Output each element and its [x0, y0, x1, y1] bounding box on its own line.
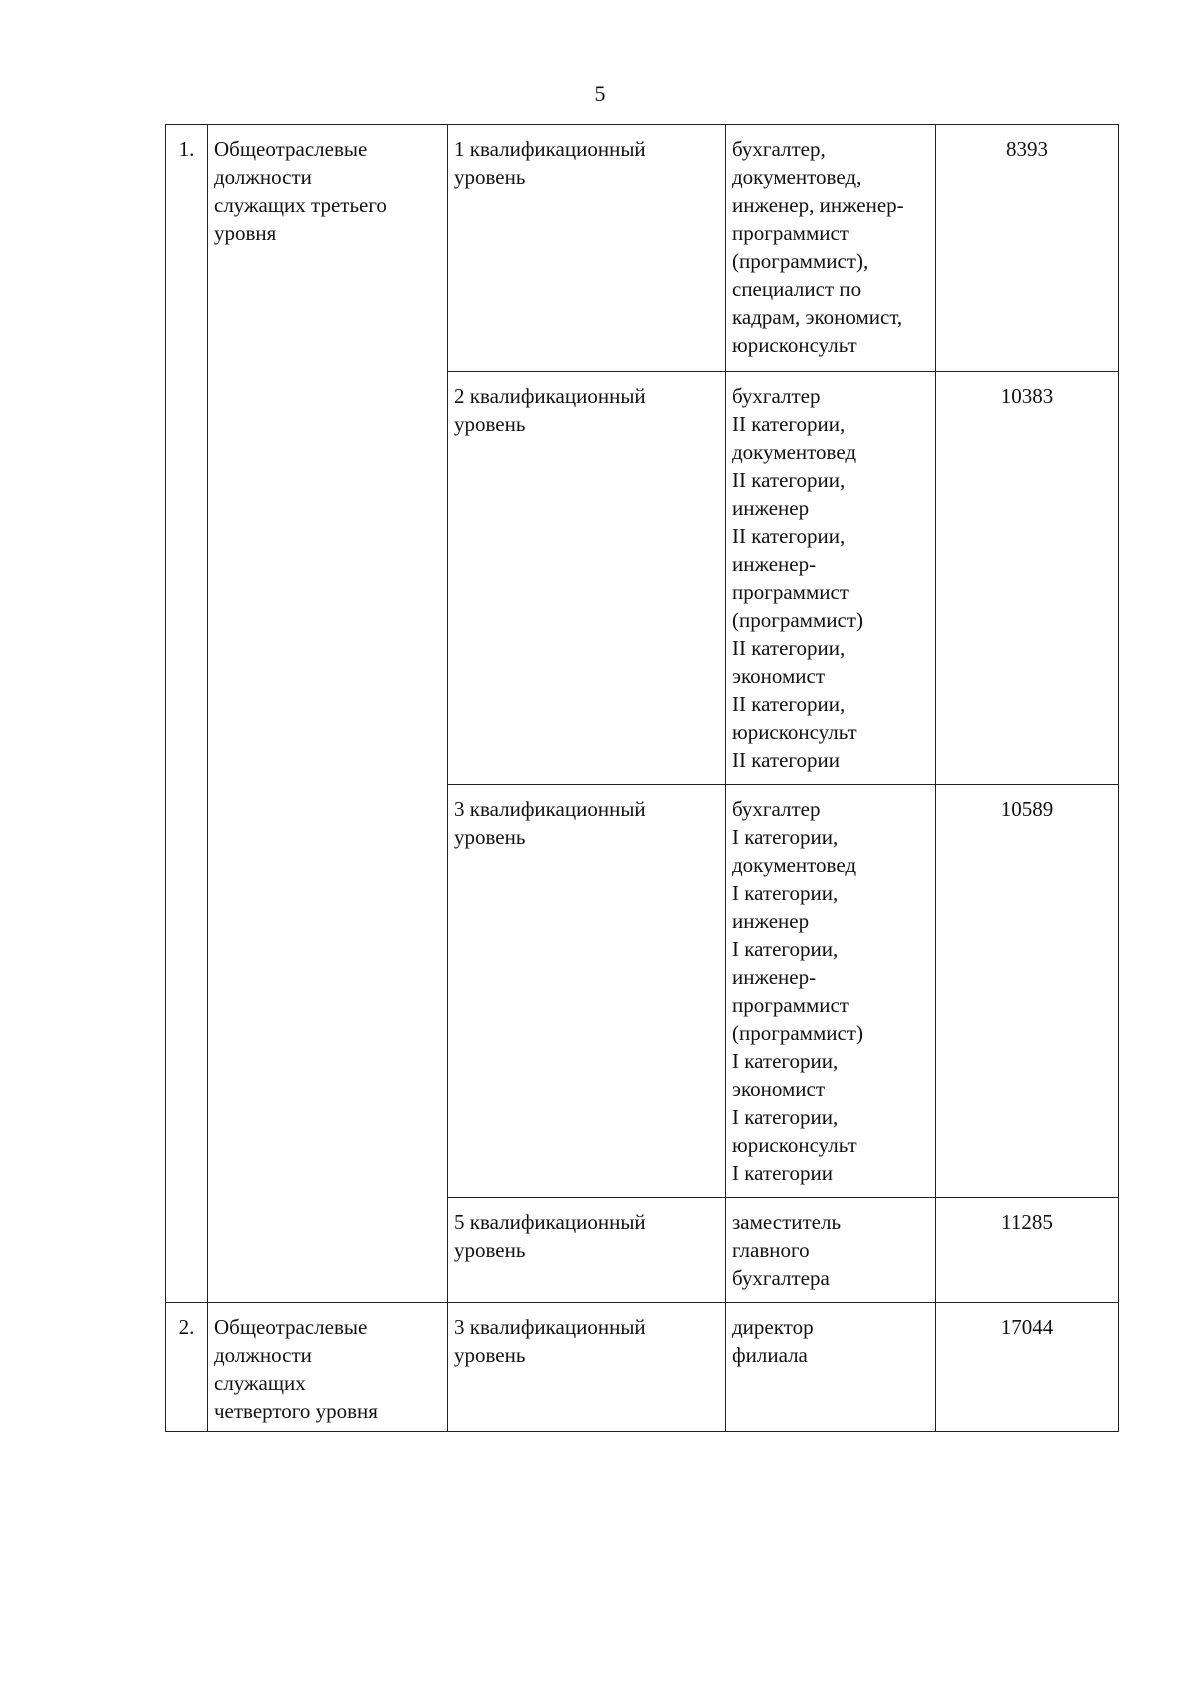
- salary-cell: [936, 125, 1119, 372]
- position-line: программист: [732, 580, 849, 604]
- position-line: экономист: [732, 1077, 826, 1101]
- position-line: юрисконсульт: [732, 333, 857, 357]
- position-line: инженер-: [732, 552, 817, 576]
- level-line: уровень: [454, 165, 526, 189]
- qualification-level-cell: [448, 372, 726, 785]
- position-line: документовед,: [732, 165, 862, 189]
- level-line: уровень: [454, 825, 526, 849]
- position-line: I категории,: [732, 825, 839, 849]
- table-row: [166, 1303, 1119, 1432]
- positions-cell: [726, 1198, 936, 1303]
- salary-value: 10383: [1000, 384, 1054, 408]
- level-line: 3 квалификационный: [454, 1315, 646, 1339]
- position-line: документовед: [732, 440, 857, 464]
- position-line: документовед: [732, 853, 857, 877]
- position-line: бухгалтер,: [732, 137, 826, 161]
- qualification-level-cell: [448, 125, 726, 372]
- level-line: уровень: [454, 1238, 526, 1262]
- position-line: инженер: [732, 496, 810, 520]
- positions-cell: [726, 1303, 936, 1432]
- group-name-cell: [208, 1303, 448, 1432]
- level-line: 1 квалификационный: [454, 137, 646, 161]
- position-line: бухгалтер: [732, 797, 821, 821]
- position-line: II категории,: [732, 636, 846, 660]
- salary-table: [165, 124, 1119, 1432]
- position-line: заместитель: [732, 1210, 842, 1234]
- positions-cell: [726, 125, 936, 372]
- position-line: специалист по: [732, 277, 862, 301]
- group-number-cell: [166, 1303, 208, 1432]
- position-line: I категории,: [732, 881, 839, 905]
- position-line: программист: [732, 221, 849, 245]
- position-line: инженер: [732, 909, 810, 933]
- position-line: главного: [732, 1238, 810, 1262]
- position-line: (программист): [732, 1021, 863, 1045]
- position-line: юрисконсульт: [732, 1133, 857, 1157]
- position-line: инженер, инженер-: [732, 193, 904, 217]
- position-line: II категории: [732, 748, 840, 772]
- position-line: II категории,: [732, 412, 846, 436]
- salary-cell: [936, 372, 1119, 785]
- qualification-level-cell: [448, 1303, 726, 1432]
- page-number: 5: [594, 81, 606, 106]
- position-line: (программист),: [732, 249, 869, 273]
- qualification-level-cell: [448, 785, 726, 1198]
- salary-value: 10589: [1000, 797, 1054, 821]
- group-name-line: четвертого уровня: [214, 1399, 378, 1423]
- salary-value: 8393: [1006, 137, 1048, 161]
- group-number: 1.: [178, 137, 195, 161]
- position-line: юрисконсульт: [732, 720, 857, 744]
- qualification-level-cell: [448, 1198, 726, 1303]
- salary-cell: [936, 1303, 1119, 1432]
- salary-cell: [936, 785, 1119, 1198]
- position-line: I категории,: [732, 1105, 839, 1129]
- level-line: уровень: [454, 1343, 526, 1367]
- group-name-line: служащих: [214, 1371, 306, 1395]
- level-line: 2 квалификационный: [454, 384, 646, 408]
- salary-value: 11285: [1001, 1210, 1053, 1234]
- position-line: бухгалтер: [732, 384, 821, 408]
- salary-value: 17044: [1000, 1315, 1054, 1339]
- positions-cell: [726, 785, 936, 1198]
- group-name-cell: [208, 125, 448, 1303]
- position-line: программист: [732, 993, 849, 1017]
- group-name-line: должности: [214, 165, 312, 189]
- group-name-line: должности: [214, 1343, 312, 1367]
- position-line: кадрам, экономист,: [732, 305, 903, 329]
- group-number: 2.: [178, 1315, 195, 1339]
- level-line: 5 квалификационный: [454, 1210, 646, 1234]
- position-line: инженер-: [732, 965, 817, 989]
- position-line: экономист: [732, 664, 826, 688]
- group-name-line: Общеотраслевые: [214, 137, 368, 161]
- table-row: [166, 125, 1119, 372]
- level-line: 3 квалификационный: [454, 797, 646, 821]
- group-name-line: служащих третьего: [214, 193, 387, 217]
- position-line: I категории: [732, 1161, 833, 1185]
- position-line: II категории,: [732, 524, 846, 548]
- group-name-line: уровня: [214, 221, 277, 245]
- positions-cell: [726, 372, 936, 785]
- position-line: директор: [732, 1315, 814, 1339]
- position-line: филиала: [732, 1343, 808, 1367]
- position-line: бухгалтера: [732, 1266, 830, 1290]
- group-number-cell: [166, 125, 208, 1303]
- position-line: II категории,: [732, 468, 846, 492]
- level-line: уровень: [454, 412, 526, 436]
- position-line: (программист): [732, 608, 863, 632]
- position-line: I категории,: [732, 937, 839, 961]
- position-line: II категории,: [732, 692, 846, 716]
- group-name-line: Общеотраслевые: [214, 1315, 368, 1339]
- salary-cell: [936, 1198, 1119, 1303]
- position-line: I категории,: [732, 1049, 839, 1073]
